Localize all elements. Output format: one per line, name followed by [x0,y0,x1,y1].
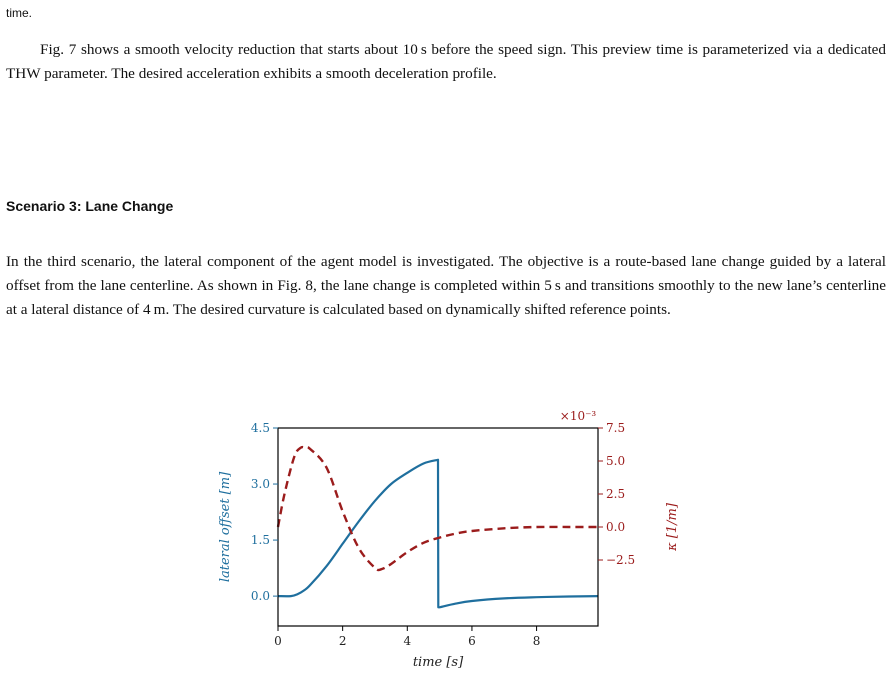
axes-layer [251,421,635,648]
y-axis-right-label: κ [1/m] [665,503,680,551]
x-tick-label: 4 [403,634,412,648]
x-tick-label: 6 [468,634,476,648]
y-left-tick-label: 3.0 [250,477,270,492]
series-layer [278,447,598,607]
x-tick-label: 0 [274,634,282,648]
y-right-tick-label: 0.0 [606,520,626,534]
y-left-tick-label: 1.5 [250,533,270,548]
y-right-tick-label: 5.0 [606,454,626,468]
y-right-tick-label: 7.5 [606,421,626,435]
y-left-tick-label: 4.5 [250,421,270,435]
y-right-tick-label: −2.5 [606,553,636,567]
paragraph-velocity: Fig. 7 shows a smooth velocity reduction that starts about 10 s before the speed sign. This preview time is parameterized via a dedicated THW parameter. The desired acceleration exhibits a smooth deceleration profile. [6,41,886,82]
y-left-tick-label: 0.0 [250,589,270,604]
caption-fragment: time. [6,6,33,20]
right-axis-multiplier: ×10⁻³ [559,409,597,423]
lateral-offset-series [278,460,598,608]
y-right-tick-label: 2.5 [606,487,626,501]
paragraph-lane-change: In the third scenario, the lateral component of the agent model is investigated. The objective is a route-based lane change guided by a lateral offset from the lane centerline. As shown in Fig. 8, the lane change is completed within 5 s and transitions smoothly to the new lane’s centerline at a lateral distance of 4 m. The desired curvature is calculated based on dynamically shifted reference points. [6,253,886,318]
x-tick-label: 8 [532,634,541,648]
section-heading: Scenario 3: Lane Change [6,198,174,214]
x-axis-label: time [s] [412,655,464,670]
y-axis-left-label: lateral offset [m] [218,471,233,583]
x-tick-label: 2 [338,634,347,648]
